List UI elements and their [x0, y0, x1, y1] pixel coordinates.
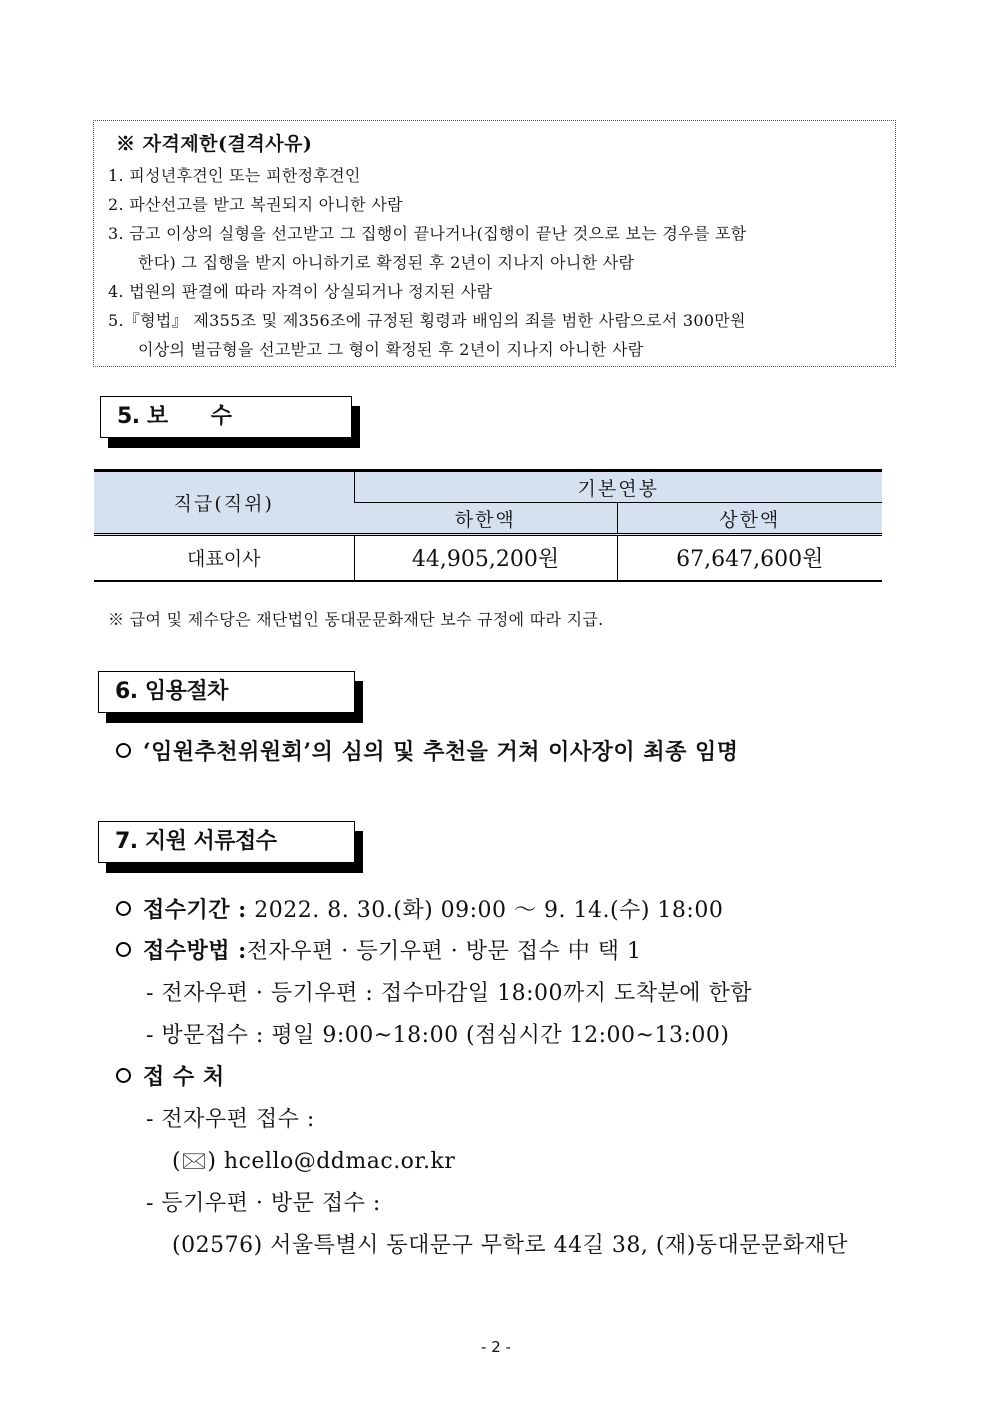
circle-bullet-icon — [116, 1068, 131, 1083]
application-method — [116, 934, 642, 965]
header-max: 상한액 — [617, 503, 882, 535]
qualification-item-continued: 한다) 그 집행을 받지 아니하기로 확정된 후 2년이 지나지 아니한 사람 — [138, 253, 635, 272]
appointment-procedure — [116, 735, 738, 766]
header-position: 직급(직위) — [94, 471, 354, 535]
section-6-title: 6. 임용절차 — [98, 671, 355, 713]
circle-bullet-icon — [116, 942, 131, 957]
section-5-header — [100, 396, 352, 438]
application-place — [116, 1060, 225, 1091]
salary-table — [94, 469, 882, 582]
section-5-title: 5. 보 수 — [100, 396, 352, 438]
period-value: 2022. 8. 30.(화) 09:00 ～ 9. 14.(수) 18:00 — [254, 898, 724, 923]
qualification-item: 2. 파산선고를 받고 복권되지 아니한 사람 — [108, 195, 403, 214]
period-label: 접수기간 : — [143, 897, 247, 923]
header-base-salary: 기본연봉 — [354, 471, 882, 503]
method-label: 접수방법 : — [143, 938, 247, 964]
page-number: - 2 - — [481, 1338, 511, 1356]
circle-bullet-icon — [116, 901, 131, 916]
method-detail: - 방문접수 : 평일 9:00~18:00 (점심시간 12:00~13:00) — [146, 1023, 730, 1048]
section-6-header — [98, 671, 355, 713]
application-period — [116, 893, 723, 924]
method-detail: - 전자우편 · 등기우편 : 접수마감일 18:00까지 도착분에 한함 — [146, 981, 752, 1006]
qualification-item: 1. 피성년후견인 또는 피한정후견인 — [108, 166, 361, 185]
circle-bullet-icon — [116, 743, 131, 758]
appointment-text: ‘임원추천위원회’의 심의 및 추천을 거쳐 이사장이 최종 임명 — [143, 739, 739, 765]
qualification-box — [93, 120, 896, 367]
salary-note: ※ 급여 및 제수당은 재단법인 동대문문화재단 보수 규정에 따라 지급. — [108, 610, 604, 629]
header-min: 하한액 — [354, 503, 617, 535]
section-7-title: 7. 지원 서류접수 — [98, 821, 355, 863]
qualification-item: 3. 금고 이상의 실형을 선고받고 그 집행이 끝나거나(집행이 끝난 것으로 보는 경우를 포함 — [108, 224, 747, 243]
section-7-header — [98, 821, 355, 863]
qualification-item: 4. 법원의 판결에 따라 자격이 상실되거나 정지된 사람 — [108, 282, 493, 301]
email-label: - 전자우편 접수 : — [146, 1107, 315, 1132]
post-label: - 등기우편 · 방문 접수 : — [146, 1191, 381, 1216]
table-row — [94, 535, 882, 581]
cell-max: 67,647,600원 — [617, 535, 882, 581]
cell-min: 44,905,200원 — [354, 535, 617, 581]
envelope-icon[interactable]: (🖂) hcello@ddmac.or.kr — [172, 1149, 456, 1174]
place-label: 접 수 처 — [143, 1064, 225, 1090]
postal-address: (02576) 서울특별시 동대문구 무학로 44길 38, (재)동대문문화재단 — [172, 1233, 849, 1258]
qualification-title: ※ 자격제한(결격사유) — [116, 133, 313, 155]
email-address[interactable] — [172, 1144, 455, 1182]
qualification-item: 5.『형법』 제355조 및 제356조에 규정된 횡령과 배임의 죄를 범한 사람으로서 300만원 — [108, 311, 746, 330]
method-value: 전자우편 · 등기우편 · 방문 접수 中 택 1 — [246, 939, 642, 964]
qualification-item-continued: 이상의 벌금형을 선고받고 그 형이 확정된 후 2년이 지나지 아니한 사람 — [138, 340, 644, 359]
cell-position: 대표이사 — [94, 535, 354, 581]
